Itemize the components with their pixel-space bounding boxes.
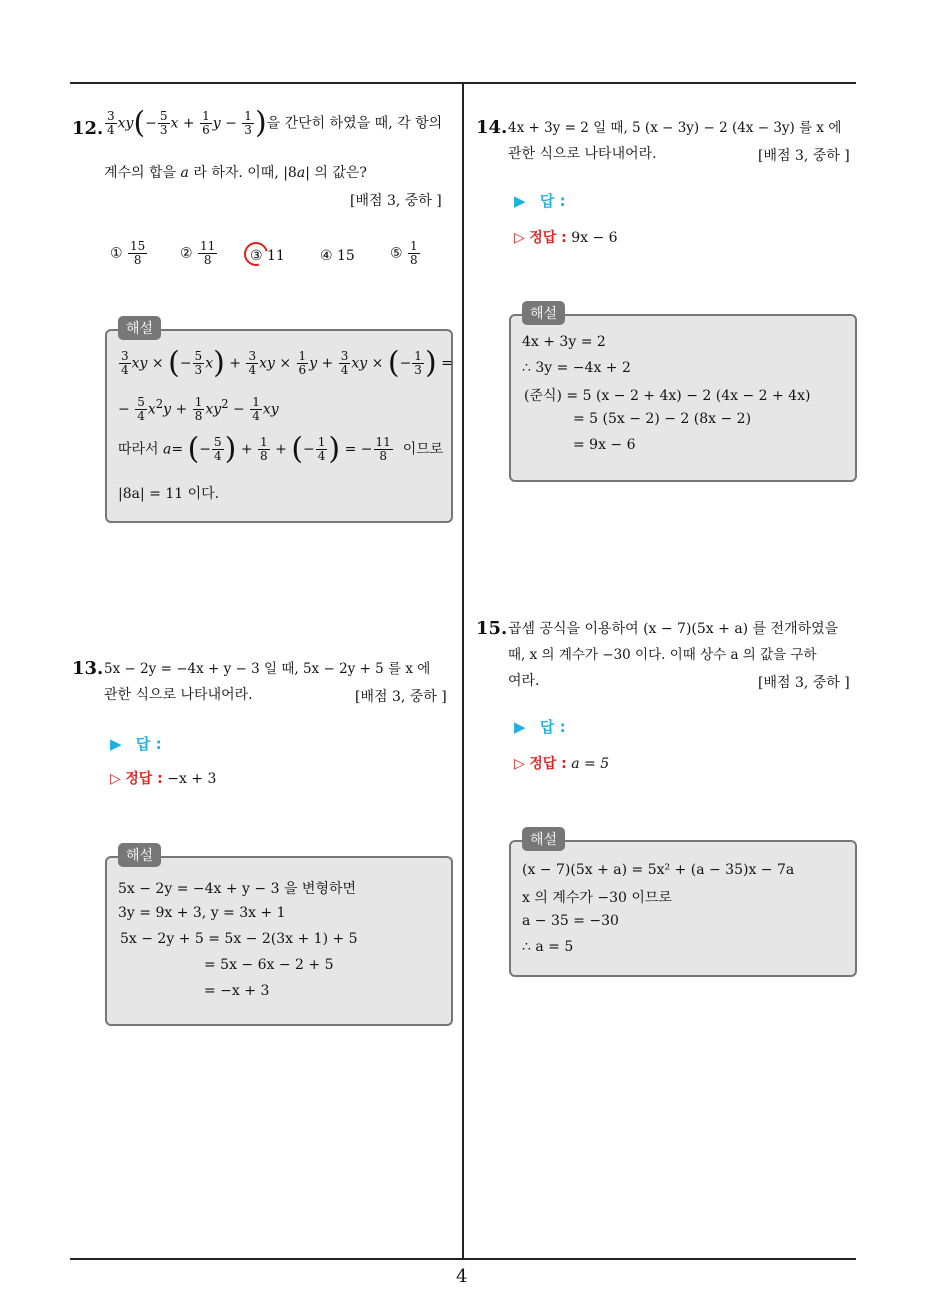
q13-sol-line5: = −x + 3 xyxy=(204,983,270,999)
q15-line3: 여라. xyxy=(508,673,540,689)
q15-sol-line1: (x − 7)(5x + a) = 5x² + (a − 35)x − 7a xyxy=(522,862,795,878)
column-divider xyxy=(462,82,464,1258)
q12-choice-2[interactable]: ② $\frac{11}{8}$ xyxy=(180,239,216,267)
q12-choice-4[interactable]: ④ 15 xyxy=(320,248,355,264)
q12-line2a: 계수의 합을 xyxy=(104,165,177,181)
selected-answer-circle xyxy=(240,238,273,271)
q12-choice-3[interactable]: ③ 11 xyxy=(250,248,285,264)
choice-mark-1: ① xyxy=(110,245,123,262)
q13-correct-value: −x + 3 xyxy=(167,771,217,787)
q15-score: [배점 3, 중하 ] xyxy=(758,675,850,691)
q13-answer-row[interactable] xyxy=(110,733,162,754)
q12-solution-tag: 해설 xyxy=(118,316,161,340)
page-number: 4 xyxy=(456,1266,468,1287)
q12-sol-line4: |8a| = 11 이다. xyxy=(118,486,220,502)
q15-sol-line3: a − 35 = −30 xyxy=(522,913,619,929)
q15-solution-box xyxy=(509,840,857,977)
q15-correct-value: a = 5 xyxy=(571,756,610,772)
q14-number: 14. xyxy=(476,117,508,138)
q13-sol-line2: 3y = 9x + 3, y = 3x + 1 xyxy=(118,905,286,921)
q14-answer-row[interactable] xyxy=(514,190,566,211)
q15-sol-line4: ∴ a = 5 xyxy=(522,939,574,955)
q13-answer-label: 답 : xyxy=(135,735,162,753)
q14-score: [배점 3, 중하 ] xyxy=(758,148,850,164)
bottom-rule xyxy=(70,1258,856,1260)
q14-sol-line1: 4x + 3y = 2 xyxy=(522,334,606,350)
choice-mark-5: ⑤ xyxy=(390,245,403,262)
q12-stem-tail: 을 간단히 하였을 때, 각 항의 xyxy=(266,115,443,132)
play-icon: ▶ xyxy=(514,718,526,736)
q14-line2: 관한 식으로 나타내어라. xyxy=(508,146,657,162)
q12-sol-line1: $\frac{3}{4}$ xy × (− $\frac{5}{3}$ x) + $\frac{3}{4}$ xy × $\frac{1}{6}$ y + $\frac{3}{4}$ xy × (− $\frac{1}{3}$ ) = xyxy=(121,345,453,381)
q15-correct-row xyxy=(514,753,609,773)
q14-sol-line3: (준식) = 5 (x − 2 + 4x) − 2 (4x − 2 + 4x) xyxy=(524,388,811,404)
q14-sol-line4: = 5 (5x − 2) − 2 (8x − 2) xyxy=(573,411,752,427)
q13-correct-label: 정답 : xyxy=(125,771,163,787)
q14-sol-line2: ∴ 3y = −4x + 2 xyxy=(522,360,631,376)
q12-stem-line2: 계수의 합을 a 라 하자. 이때, |8a| 의 값은? xyxy=(104,165,367,181)
q14-line1: 4x + 3y = 2 일 때, 5 (x − 3y) − 2 (4x − 3y) 를 x 에 xyxy=(508,120,842,136)
q15-answer-label: 답 : xyxy=(539,718,566,736)
q12-choice-1[interactable]: ① $\frac{15}{8}$ xyxy=(110,239,146,267)
q15-correct-label: 정답 : xyxy=(529,756,567,772)
q12-sol-line2: − $\frac{5}{4}$ $x^2y$ + $\frac{1}{8}$ $xy^2$ − $\frac{1}{4}$ xy xyxy=(118,395,279,423)
q13-correct-row xyxy=(110,768,216,788)
q15-answer-row[interactable] xyxy=(514,716,566,737)
choice-mark-2: ② xyxy=(180,245,193,262)
q12-score: [배점 3, 중하 ] xyxy=(350,193,442,209)
sol-suffix: 이므로 xyxy=(402,441,444,458)
sol-prefix: 따라서 xyxy=(118,441,159,458)
q14-correct-row xyxy=(514,227,618,247)
q13-score: [배점 3, 중하 ] xyxy=(355,689,447,705)
play-icon: ▶ xyxy=(514,192,526,210)
q13-sol-line1: 5x − 2y = −4x + y − 3 을 변형하면 xyxy=(118,881,357,897)
q15-line1: 곱셈 공식을 이용하여 (x − 7)(5x + a) 를 전개하였을 xyxy=(508,621,839,637)
q15-solution-tag: 해설 xyxy=(522,827,565,851)
q14-correct-label: 정답 : xyxy=(529,230,567,246)
q12-stem-line1: $\frac{3}{4}$ xy(− $\frac{5}{3}$ x + $\frac{1}{6}$ y − $\frac{1}{3}$ )을 간단히 하였을 때, 각 항의 xyxy=(107,105,443,141)
q13-sol-line4: = 5x − 6x − 2 + 5 xyxy=(204,957,334,973)
q12-line2c: | 의 값은? xyxy=(305,165,367,181)
q15-line2: 때, x 의 계수가 −30 이다. 이때 상수 a 의 값을 구하 xyxy=(508,647,817,663)
q14-answer-label: 답 : xyxy=(539,192,566,210)
q12-choice-5[interactable]: ⑤ $\frac{1}{8}$ xyxy=(390,239,418,267)
q13-line1: 5x − 2y = −4x + y − 3 일 때, 5x − 2y + 5 를 x 에 xyxy=(104,661,431,677)
q13-solution-tag: 해설 xyxy=(118,843,161,867)
q12-sol-line3: 따라서 a= (− $\frac{5}{4}$ ) + $\frac{1}{8}$ + (− $\frac{1}{4}$ ) = − $\frac{11}{8}$ 이므로 xyxy=(118,431,444,467)
q14-solution-tag: 해설 xyxy=(522,301,565,325)
play-icon: ▶ xyxy=(110,735,122,753)
q14-correct-value: 9x − 6 xyxy=(571,230,618,246)
q14-sol-line5: = 9x − 6 xyxy=(573,437,636,453)
q12-number: 12. xyxy=(72,118,104,139)
q15-sol-line2: x 의 계수가 −30 이므로 xyxy=(522,890,672,906)
q13-line2: 관한 식으로 나타내어라. xyxy=(104,687,253,703)
outline-arrow-icon: ▷ xyxy=(514,756,525,772)
q15-number: 15. xyxy=(476,618,508,639)
q13-number: 13. xyxy=(72,658,104,679)
q12-line2b: 라 하자. 이때, |8 xyxy=(193,165,297,181)
outline-arrow-icon: ▷ xyxy=(514,230,525,246)
q13-sol-line3: 5x − 2y + 5 = 5x − 2(3x + 1) + 5 xyxy=(120,931,358,947)
outline-arrow-icon: ▷ xyxy=(110,771,121,787)
